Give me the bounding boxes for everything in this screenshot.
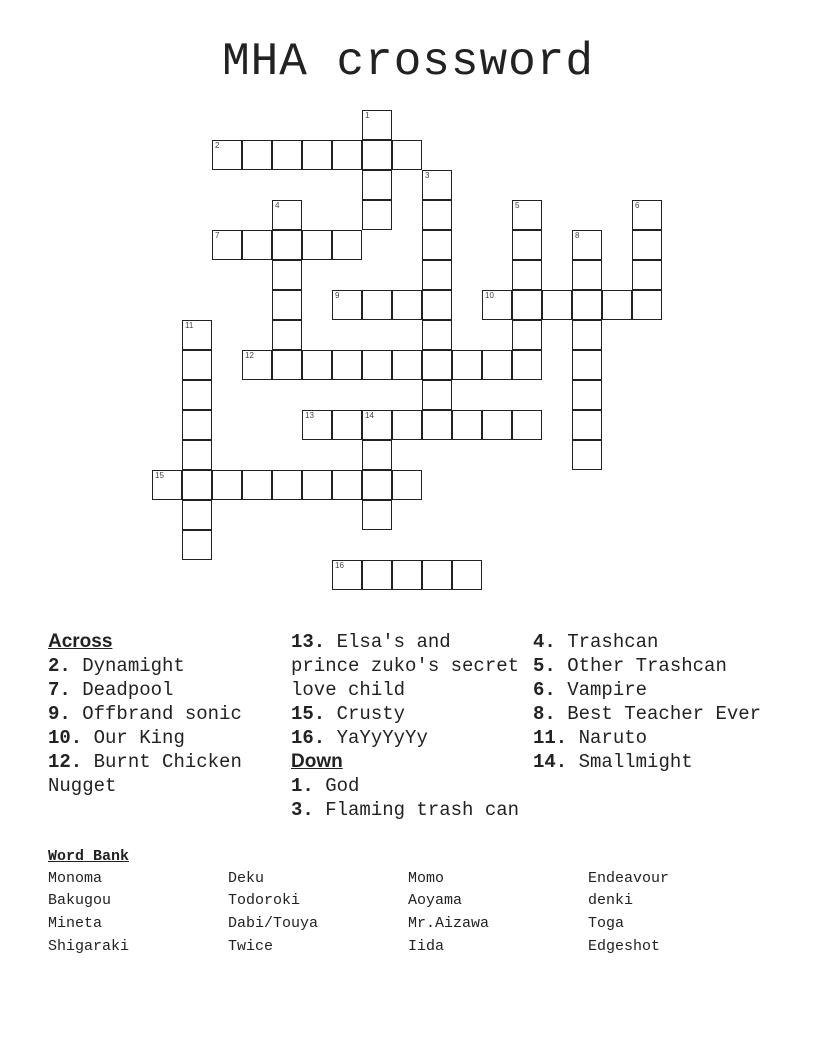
cell-number: 4 [275,201,280,210]
crossword-cell[interactable] [572,410,602,440]
crossword-cell[interactable] [512,290,542,320]
crossword-cell[interactable] [242,350,272,380]
crossword-cell[interactable] [152,470,182,500]
clue-across-2: 2. Dynamight [48,655,185,677]
crossword-cell[interactable] [182,500,212,530]
word-bank-item: Edgeshot [588,938,661,955]
crossword-cell[interactable] [452,560,482,590]
crossword-cell[interactable] [422,560,452,590]
crossword-cell[interactable] [512,200,542,230]
crossword-cell[interactable] [572,320,602,350]
word-bank-item: Bakugou [48,892,112,909]
clue-down-5: 5. Other Trashcan [533,655,727,677]
cell-number: 12 [245,351,254,360]
crossword-cell[interactable] [392,470,422,500]
crossword-cell[interactable] [632,200,662,230]
crossword-cell[interactable] [512,350,542,380]
crossword-cell[interactable] [602,290,632,320]
word-bank-item: Iida [408,938,445,955]
crossword-cell[interactable] [302,350,332,380]
word-bank-item: Deku [228,870,265,887]
crossword-cell[interactable] [362,200,392,230]
word-bank-item: denki [588,892,634,909]
crossword-cell[interactable] [572,230,602,260]
crossword-cell[interactable] [332,410,362,440]
crossword-cell[interactable] [632,290,662,320]
crossword-cell[interactable] [302,470,332,500]
crossword-cell[interactable] [572,440,602,470]
crossword-cell[interactable] [512,230,542,260]
down-heading: Down [291,751,343,772]
word-bank-item: Twice [228,938,274,955]
crossword-cell[interactable] [512,260,542,290]
clue-down-4: 4. Trashcan [533,631,659,653]
crossword-cell[interactable] [422,320,452,350]
word-bank-item: Mineta [48,915,103,932]
word-bank-item: Endeavour [588,870,670,887]
crossword-cell[interactable] [422,200,452,230]
word-bank-item: Aoyama [408,892,463,909]
crossword-cell[interactable] [242,140,272,170]
clue-down-1: 1. God [291,775,360,797]
crossword-cell[interactable] [182,320,212,350]
cell-number: 5 [515,201,520,210]
crossword-cell[interactable] [272,140,302,170]
crossword-cell[interactable] [362,290,392,320]
crossword-cell[interactable] [302,140,332,170]
crossword-cell[interactable] [362,500,392,530]
crossword-cell[interactable] [482,350,512,380]
crossword-cell[interactable] [182,410,212,440]
cell-number: 6 [635,201,640,210]
cell-number: 9 [335,291,340,300]
clue-down-11: 11. Naruto [533,727,648,749]
crossword-cell[interactable] [212,470,242,500]
clue-down-3: 3. Flaming trash can [291,799,520,821]
cell-number: 15 [155,471,164,480]
crossword-cell[interactable] [332,560,362,590]
crossword-cell[interactable] [572,380,602,410]
crossword-cell[interactable] [362,560,392,590]
cell-number: 8 [575,231,580,240]
crossword-cell[interactable] [332,290,362,320]
crossword-cell[interactable] [362,140,392,170]
cell-number: 16 [335,561,344,570]
word-bank-item: Dabi/Touya [228,915,319,932]
crossword-cell[interactable] [482,290,512,320]
word-bank-item: Momo [408,870,445,887]
crossword-cell[interactable] [362,170,392,200]
crossword-cell[interactable] [332,470,362,500]
crossword-cell[interactable] [392,350,422,380]
clue-across-10: 10. Our King [48,727,185,749]
crossword-cell[interactable] [242,230,272,260]
crossword-cell[interactable] [512,410,542,440]
clue-across-12: 12. Burnt Chicken Nugget [48,751,242,797]
crossword-cell[interactable] [482,410,512,440]
cell-number: 1 [365,111,370,120]
word-bank-heading: Word Bank [48,848,130,865]
crossword-cell[interactable] [632,230,662,260]
clue-across-7: 7. Deadpool [48,679,174,701]
crossword-cell[interactable] [362,470,392,500]
crossword-cell[interactable] [452,350,482,380]
crossword-cell[interactable] [272,260,302,290]
crossword-cell[interactable] [392,560,422,590]
crossword-cell[interactable] [272,290,302,320]
crossword-cell[interactable] [422,410,452,440]
cell-number: 3 [425,171,430,180]
word-bank-item: Toga [588,915,625,932]
crossword-cell[interactable] [182,380,212,410]
crossword-cell[interactable] [392,140,422,170]
clue-across-9: 9. Offbrand sonic [48,703,242,725]
word-bank-item: Mr.Aizawa [408,915,490,932]
crossword-cell[interactable] [422,260,452,290]
crossword-cell[interactable] [332,350,362,380]
cell-number: 2 [215,141,220,150]
clue-across-16: 16. YaYyYyYy [291,727,428,749]
crossword-cell[interactable] [572,290,602,320]
crossword-cell[interactable] [182,470,212,500]
cell-number: 7 [215,231,220,240]
crossword-cell[interactable] [572,260,602,290]
crossword-cell[interactable] [272,320,302,350]
crossword-cell[interactable] [392,410,422,440]
crossword-cell[interactable] [302,410,332,440]
crossword-cell[interactable] [422,290,452,320]
crossword-cell[interactable] [392,290,422,320]
cell-number: 11 [185,321,194,330]
word-bank-item: Shigaraki [48,938,130,955]
crossword-cell[interactable] [212,230,242,260]
cell-number: 14 [365,411,374,420]
crossword-cell[interactable] [512,320,542,350]
crossword-cell[interactable] [422,350,452,380]
clues-column-1 [48,630,280,798]
crossword-cell[interactable] [242,470,272,500]
crossword-cell[interactable] [362,350,392,380]
crossword-cell[interactable] [332,230,362,260]
crossword-cell[interactable] [362,110,392,140]
clue-across-15: 15. Crusty [291,703,406,725]
clues-column-2 [291,630,523,822]
clue-across-13: 13. Elsa's and prince zuko's secret love child [291,631,520,701]
crossword-cell[interactable] [362,410,392,440]
cell-number: 10 [485,291,494,300]
crossword-cell[interactable] [422,170,452,200]
crossword-cell[interactable] [632,260,662,290]
crossword-cell[interactable] [302,230,332,260]
word-bank-item: Monoma [48,870,103,887]
cell-number: 13 [305,411,314,420]
clue-down-8: 8. Best Teacher Ever [533,703,762,725]
clue-down-6: 6. Vampire [533,679,648,701]
crossword-cell[interactable] [572,350,602,380]
crossword-cell[interactable] [272,230,302,260]
crossword-cell[interactable] [182,350,212,380]
page-title: MHA crossword [222,36,594,88]
crossword-cell[interactable] [542,290,572,320]
crossword-cell[interactable] [272,470,302,500]
crossword-cell[interactable] [272,200,302,230]
crossword-cell[interactable] [182,440,212,470]
crossword-cell[interactable] [182,530,212,560]
across-heading: Across [48,631,113,652]
word-bank-item: Todoroki [228,892,301,909]
clue-down-14: 14. Smallmight [533,751,693,773]
crossword-cell[interactable] [212,140,242,170]
crossword-cell[interactable] [362,440,392,470]
crossword-cell[interactable] [272,350,302,380]
clues-column-3 [533,630,773,774]
crossword-cell[interactable] [422,380,452,410]
crossword-cell[interactable] [422,230,452,260]
crossword-cell[interactable] [452,410,482,440]
crossword-cell[interactable] [332,140,362,170]
